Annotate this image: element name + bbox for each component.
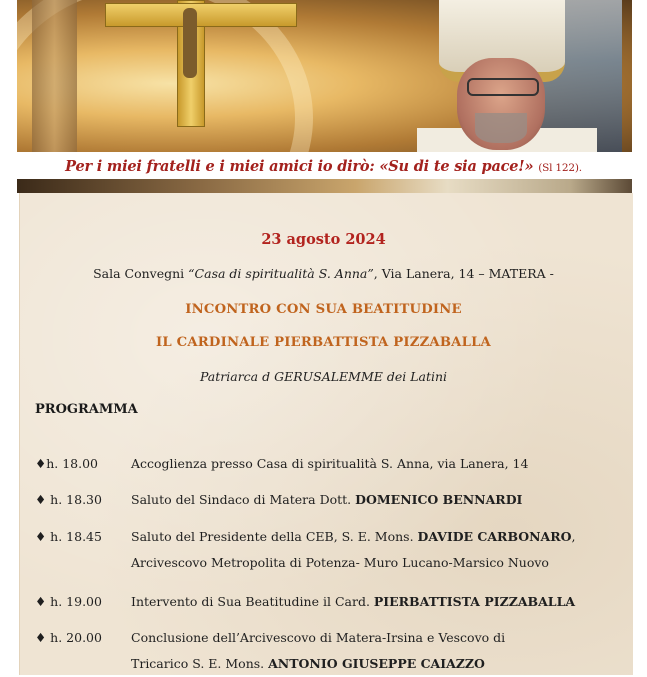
event-subtitle: Patriarca d GERUSALEMME dei Latini (199, 369, 448, 384)
program-time: ♦ h. 20.00 (35, 630, 102, 645)
event-venue: Sala Convegni “Casa di spiritualità S. Anna”, Via Lanera, 14 – MATERA - (93, 266, 554, 281)
program-desc: Conclusione dell’Arcivescovo di Matera-Irsina e Vescovo di Tricarico S. E. Mons. ANTONIO GIUSEPPE CAIAZZO (131, 630, 506, 671)
photo-strip (17, 179, 632, 193)
event-title-line1: INCONTRO CON SUA BEATITUDINE (185, 302, 462, 317)
psalm-quote (0, 158, 647, 175)
program-time: ♦h. 18.00 (35, 456, 98, 471)
program-time: ♦ h. 19.00 (35, 594, 102, 609)
program-desc: Saluto del Sindaco di Matera Dott. DOMENICO BENNARDI (131, 492, 523, 507)
header-photo (17, 0, 632, 152)
program-heading: PROGRAMMA (35, 402, 138, 417)
event-title-line2: IL CARDINALE PIERBATTISTA PIZZABALLA (156, 335, 491, 350)
cardinal-portrait (417, 0, 597, 152)
program-time: ♦ h. 18.30 (35, 492, 102, 507)
quote-reference: (Sl 122). (538, 162, 582, 174)
crucifix-image (105, 0, 295, 130)
program-time: ♦ h. 18.45 (35, 529, 102, 544)
program-desc: Intervento di Sua Beatitudine il Card. PIERBATTISTA PIZZABALLA (131, 594, 576, 609)
event-date: 23 agosto 2024 (261, 231, 386, 248)
program-desc: Saluto del Presidente della CEB, S. E. Mons. DAVIDE CARBONARO, Arcivescovo Metropolita di Potenza- Muro Lucano-Marsico Nuovo (131, 529, 576, 570)
program-desc: Accoglienza presso Casa di spiritualità S. Anna, via Lanera, 14 (131, 456, 529, 471)
quote-text: Per i miei fratelli e i miei amici io dirò: «Su di te sia pace!» (65, 158, 534, 175)
